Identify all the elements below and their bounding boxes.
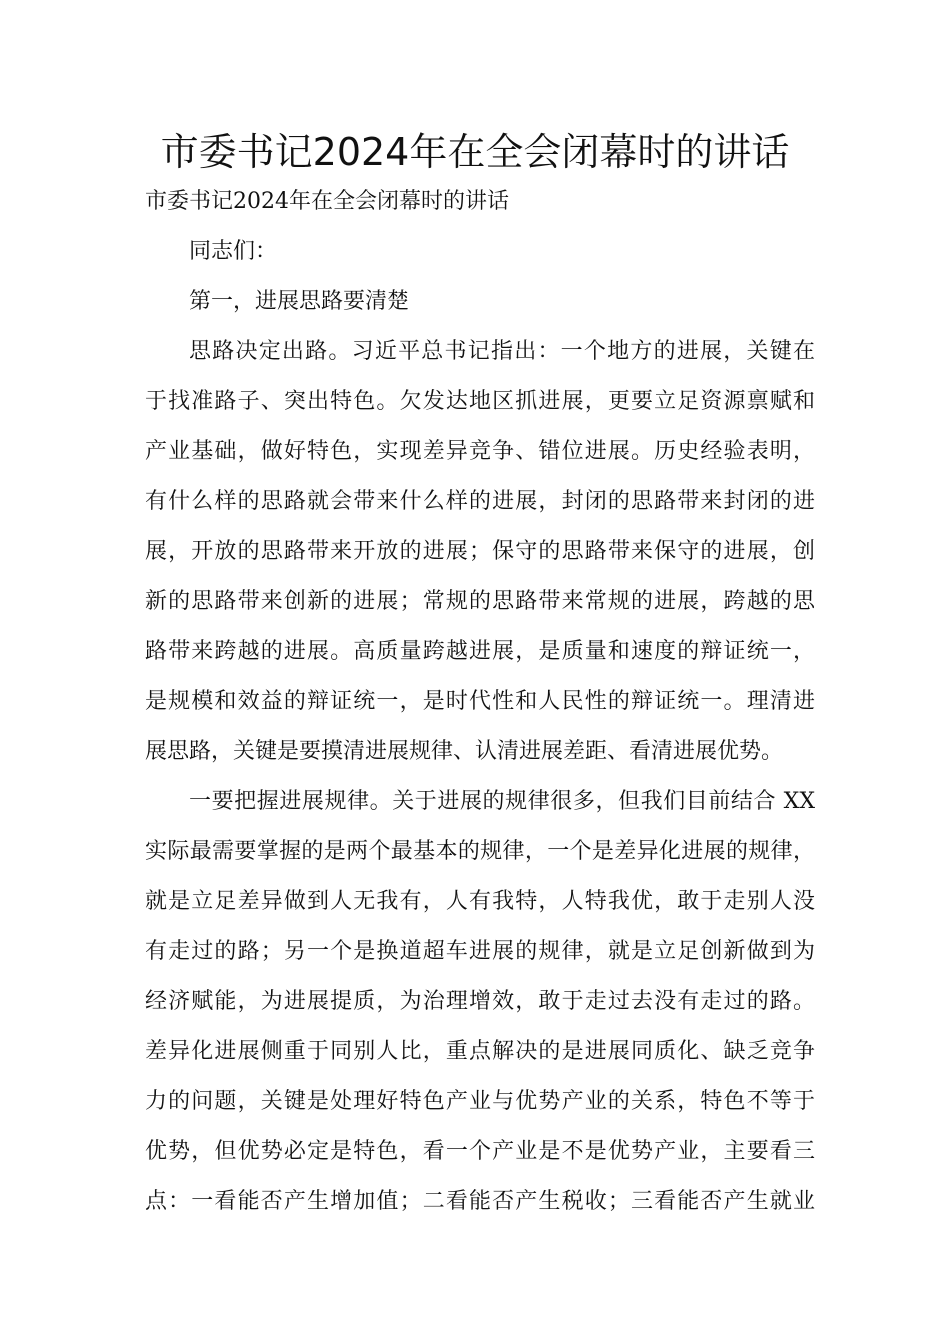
paragraph-line: 有走过的路；另一个是换道超车进展的规律，就是立足创新做到为 xyxy=(145,939,815,964)
section-heading: 第一，进展思路要清楚 xyxy=(189,289,410,314)
document-subtitle: 市委书记2024年在全会闭幕时的讲话 xyxy=(145,189,509,214)
paragraph-line: 就是立足差异做到人无我有，人有我特，人特我优，敢于走别人没 xyxy=(145,889,815,914)
paragraph-line: 于找准路子、突出特色。欠发达地区抓进展，更要立足资源禀赋和 xyxy=(145,389,815,414)
paragraph-line: 产业基础，做好特色，实现差异竞争、错位进展。历史经验表明， xyxy=(145,439,815,464)
paragraph-line: 差异化进展侧重于同别人比，重点解决的是进展同质化、缺乏竞争 xyxy=(145,1039,815,1064)
paragraph-line: 点：一看能否产生增加值；二看能否产生税收；三看能否产生就业 xyxy=(145,1189,815,1214)
document-body xyxy=(145,184,815,1234)
paragraph-line: 实际最需要掌握的是两个最基本的规律，一个是差异化进展的规律， xyxy=(145,839,815,864)
paragraph-line: 思路决定出路。习近平总书记指出：一个地方的进展，关键在 xyxy=(189,339,815,364)
paragraph-line: 力的问题，关键是处理好特色产业与优势产业的关系，特色不等于 xyxy=(145,1089,815,1114)
paragraph-line: 新的思路带来创新的进展；常规的思路带来常规的进展，跨越的思 xyxy=(145,589,815,614)
paragraph-line: 是规模和效益的辩证统一，是时代性和人民性的辩证统一。理清进 xyxy=(145,689,815,714)
paragraph-line: 有什么样的思路就会带来什么样的进展，封闭的思路带来封闭的进 xyxy=(145,489,815,514)
paragraph-line: 一要把握进展规律。关于进展的规律很多，但我们目前结合 XX xyxy=(189,789,815,814)
paragraph-line: 展，开放的思路带来开放的进展；保守的思路带来保守的进展，创 xyxy=(145,539,815,564)
paragraph-line: 经济赋能，为进展提质，为治理增效，敢于走过去没有走过的路。 xyxy=(145,989,815,1014)
paragraph-line: 展思路，关键是要摸清进展规律、认清进展差距、看清进展优势。 xyxy=(145,739,784,764)
greeting: 同志们： xyxy=(189,239,278,264)
paragraph-line: 优势，但优势必定是特色，看一个产业是不是优势产业，主要看三 xyxy=(145,1139,815,1164)
document-title: 市委书记2024年在全会闭幕时的讲话 xyxy=(160,130,790,174)
paragraph-line: 路带来跨越的进展。高质量跨越进展，是质量和速度的辩证统一， xyxy=(145,639,815,664)
